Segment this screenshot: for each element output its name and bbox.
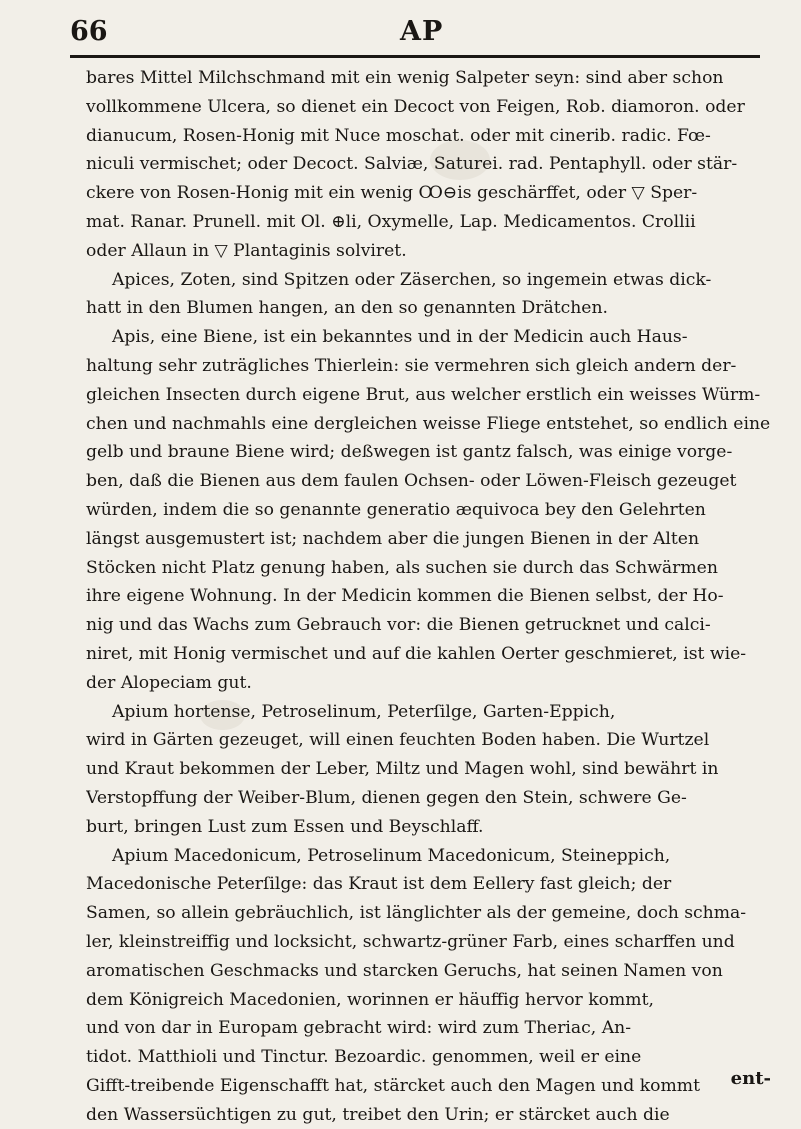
text-line: haltung sehr zuträgliches Thierlein: sie vermehren sich gleich andern der- [86,355,737,376]
text-line: dianucum, Rosen-Honig mit Nuce moschat. oder mit cinerib. radic. Fœ- [86,125,711,146]
text-line: würden, indem die so genannte generatio æquivoca bey den Gelehrten [86,499,706,520]
text-line: Gifft-treibende Eigenschafft hat, stärcket auch den Magen und kommt [86,1075,700,1096]
text-line: tidot. Matthioli und Tinctur. Bezoardic. genommen, weil er eine [86,1047,642,1068]
text-line: ben, daß die Bienen aus dem faulen Ochsen- oder Löwen-Fleisch gezeuget [86,471,737,492]
catchword: ent- [730,1068,771,1089]
page-header [70,10,770,56]
text-line: hatt in den Blumen hangen, an den so genannten Drätchen. [86,298,608,319]
page-number: 66 [70,16,108,47]
text-line: Apium hortense, Petroselinum, Peterſilge, Garten-Eppich, [112,701,616,722]
text-line: bares Mittel Milchschmand mit ein wenig Salpeter seyn: sind aber schon [86,68,724,88]
text-line: und Kraut bekommen der Leber, Miltz und Magen wohl, sind bewährt in [86,759,719,780]
text-line: längst ausgemustert ist; nachdem aber die jungen Bienen in der Alten [86,528,700,549]
text-line: niculi vermischet; oder Decoct. Salviæ, Saturei. rad. Pentaphyll. oder stär- [86,154,738,175]
text-line: aromatischen Geschmacks und starcken Geruchs, hat seinen Namen von [86,960,723,981]
text-line: niret, mit Honig vermischet und auf die kahlen Oerter geschmieret, ist wie- [86,643,747,664]
text-line: dem Königreich Macedonien, worinnen er häuffig hervor kommt, [86,989,654,1010]
text-line: mat. Ranar. Prunell. mit Ol. ⊕li, Oxymelle, Lap. Medicamentos. Crollii [86,211,696,232]
text-line: der Alopeciam gut. [86,672,252,693]
text-line: Stöcken nicht Platz genung haben, als suchen sie durch das Schwärmen [86,557,718,578]
text-line: und von dar in Europam gebracht wird: wird zum Theriac, An- [86,1018,632,1039]
text-line: burt, bringen Lust zum Essen und Beyschlaff. [86,816,484,837]
text-line: oder Allaun in ▽ Plantaginis solviret. [86,240,407,261]
text-line: Samen, so allein gebräuchlich, ist länglichter als der gemeine, doch schma- [86,903,747,924]
running-head: AP [400,16,444,47]
text-line: gleichen Insecten durch eigene Brut, aus welcher erstlich ein weisses Würm- [86,384,761,405]
header-rule [70,55,760,58]
text-line: gelb und braune Biene wird; deßwegen ist gantz falsch, was einige vorge- [86,442,733,463]
text-line: den Wassersüchtigen zu gut, treibet den Urin; er stärcket auch die [86,1104,670,1125]
text-line: nig und das Wachs zum Gebrauch vor: die Bienen getrucknet und calci- [86,615,711,636]
text-line: Apices, Zoten, sind Spitzen oder Zäserchen, so ingemein etwas dick- [112,269,712,290]
text-line: wird in Gärten gezeuget, will einen feuchten Boden haben. Die Wurtzel [86,730,710,751]
text-line: Verstopffung der Weiber-Blum, dienen gegen den Stein, schwere Ge- [86,787,687,808]
text-line: ckere von Rosen-Honig mit ein wenig Ꝏ⊖is geschärffet, oder ▽ Sper- [86,183,698,204]
text-line: ihre eigene Wohnung. In der Medicin kommen die Bienen selbst, der Ho- [86,586,724,607]
text-line: chen und nachmahls eine dergleichen weisse Fliege entstehet, so endlich eine [86,413,771,434]
text-line: vollkommene Ulcera, so dienet ein Decoct von Feigen, Rob. diamoron. oder [86,96,745,117]
text-line: Apis, eine Biene, ist ein bekanntes und in der Medicin auch Haus- [112,327,688,348]
text-line: Macedonische Peterſilge: das Kraut ist dem Eellery fast gleich; der [86,874,672,895]
text-line: Apium Macedonicum, Petroselinum Macedonicum, Steineppich, [112,845,671,866]
body-text [86,64,774,1129]
text-line: ler, kleinstreiffig und locksicht, schwartz-grüner Farb, eines scharffen und [86,931,735,952]
